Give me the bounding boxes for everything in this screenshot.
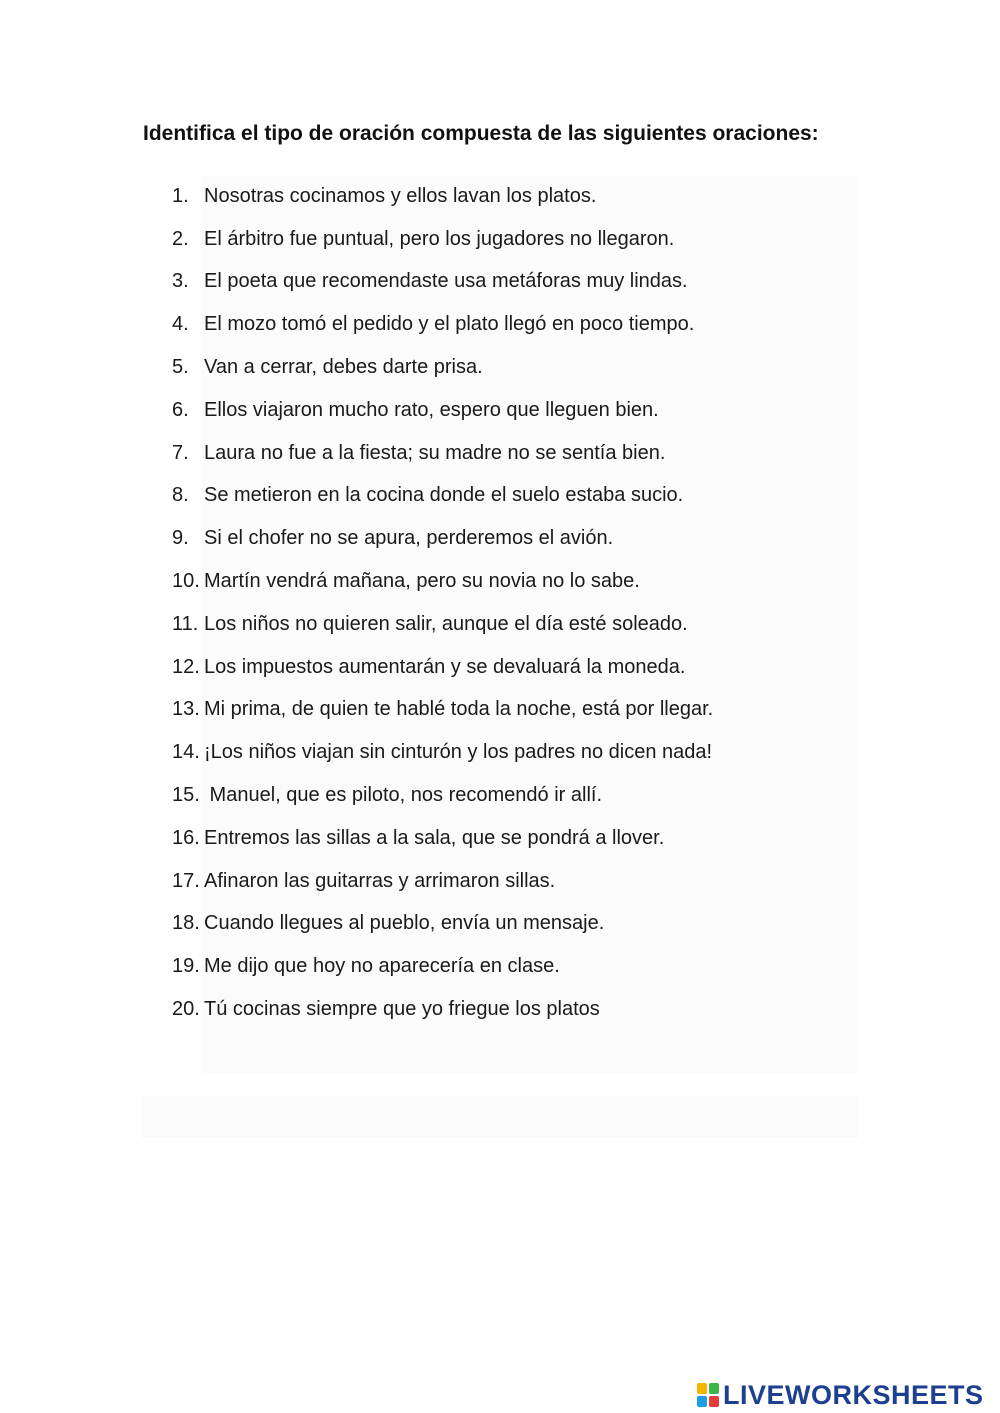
sentence-item [172, 218, 872, 261]
sentence-item [172, 560, 872, 603]
sentence-item [172, 945, 872, 988]
sentence-item [172, 860, 872, 903]
sentence-text: El poeta que recomendaste usa metáforas muy lindas. [204, 270, 688, 293]
sentence-number: 8. [172, 484, 189, 507]
sentence-text: Tú cocinas siempre que yo friegue los platos [204, 998, 600, 1021]
sentence-item [172, 817, 872, 860]
sentence-number: 4. [172, 313, 189, 336]
sentence-number: 6. [172, 398, 189, 421]
sentence-number: 14. [172, 741, 200, 764]
sentence-item [172, 346, 872, 389]
bottom-area-shade [142, 1096, 858, 1138]
sentence-text: El árbitro fue puntual, pero los jugadores no llegaron. [204, 227, 675, 250]
sentence-text: Martín vendrá mañana, pero su novia no lo sabe. [204, 570, 640, 593]
sentence-item [172, 903, 872, 946]
sentence-item [172, 603, 872, 646]
sentence-list [172, 175, 872, 1031]
sentence-item [172, 517, 872, 560]
sentence-number: 5. [172, 356, 189, 379]
sentence-number: 19. [172, 955, 200, 978]
logo-text: LIVEWORKSHEETS [723, 1379, 984, 1410]
sentence-number: 17. [172, 869, 200, 892]
sentence-text: Mi prima, de quien te hablé toda la noche, está por llegar. [204, 698, 714, 721]
sentence-text: Me dijo que hoy no aparecería en clase. [204, 955, 560, 978]
sentence-text: El mozo tomó el pedido y el plato llegó en poco tiempo. [204, 313, 695, 336]
sentence-number: 2. [172, 227, 189, 250]
worksheet-title: Identifica el tipo de oración compuesta de las siguientes oraciones: [143, 122, 819, 145]
sentence-number: 10. [172, 570, 200, 593]
sentence-text: Los impuestos aumentarán y se devaluará la moneda. [204, 655, 686, 678]
sentence-item [172, 432, 872, 475]
sentence-number: 20. [172, 998, 200, 1021]
sentence-item [172, 646, 872, 689]
sentence-text: Van a cerrar, debes darte prisa. [204, 356, 483, 379]
liveworksheets-logo[interactable] [697, 1378, 984, 1412]
sentence-number: 7. [172, 441, 189, 464]
liveworksheets-logo-icon [697, 1383, 719, 1407]
sentence-number: 11. [172, 612, 199, 635]
sentence-number: 9. [172, 527, 189, 550]
sentence-item [172, 475, 872, 518]
sentence-item [172, 175, 872, 218]
sentence-item [172, 774, 872, 817]
sentence-text: Se metieron en la cocina donde el suelo estaba sucio. [204, 484, 684, 507]
sentence-text: Afinaron las guitarras y arrimaron sillas. [204, 869, 556, 892]
sentence-text: Nosotras cocinamos y ellos lavan los platos. [204, 184, 597, 207]
sentence-text: Si el chofer no se apura, perderemos el avión. [204, 527, 614, 550]
sentence-item [172, 389, 872, 432]
sentence-item [172, 261, 872, 304]
sentence-text: ¡Los niños viajan sin cinturón y los padres no dicen nada! [204, 741, 713, 764]
sentence-number: 3. [172, 270, 189, 293]
sentence-text: Manuel, que es piloto, nos recomendó ir allí. [204, 784, 602, 807]
sentence-text: Los niños no quieren salir, aunque el día esté soleado. [204, 612, 688, 635]
sentence-text: Ellos viajaron mucho rato, espero que lleguen bien. [204, 398, 659, 421]
sentence-number: 16. [172, 826, 200, 849]
sentence-text: Cuando llegues al pueblo, envía un mensaje. [204, 912, 605, 935]
sentence-number: 18. [172, 912, 200, 935]
sentence-item [172, 988, 872, 1031]
sentence-number: 13. [172, 698, 200, 721]
sentence-item [172, 731, 872, 774]
sentence-number: 1. [172, 184, 189, 207]
sentence-item [172, 303, 872, 346]
sentence-number: 15. [172, 784, 200, 807]
sentence-item [172, 689, 872, 732]
sentence-text: Entremos las sillas a la sala, que se pondrá a llover. [204, 826, 665, 849]
sentence-number: 12. [172, 655, 200, 678]
sentence-text: Laura no fue a la fiesta; su madre no se sentía bien. [204, 441, 666, 464]
